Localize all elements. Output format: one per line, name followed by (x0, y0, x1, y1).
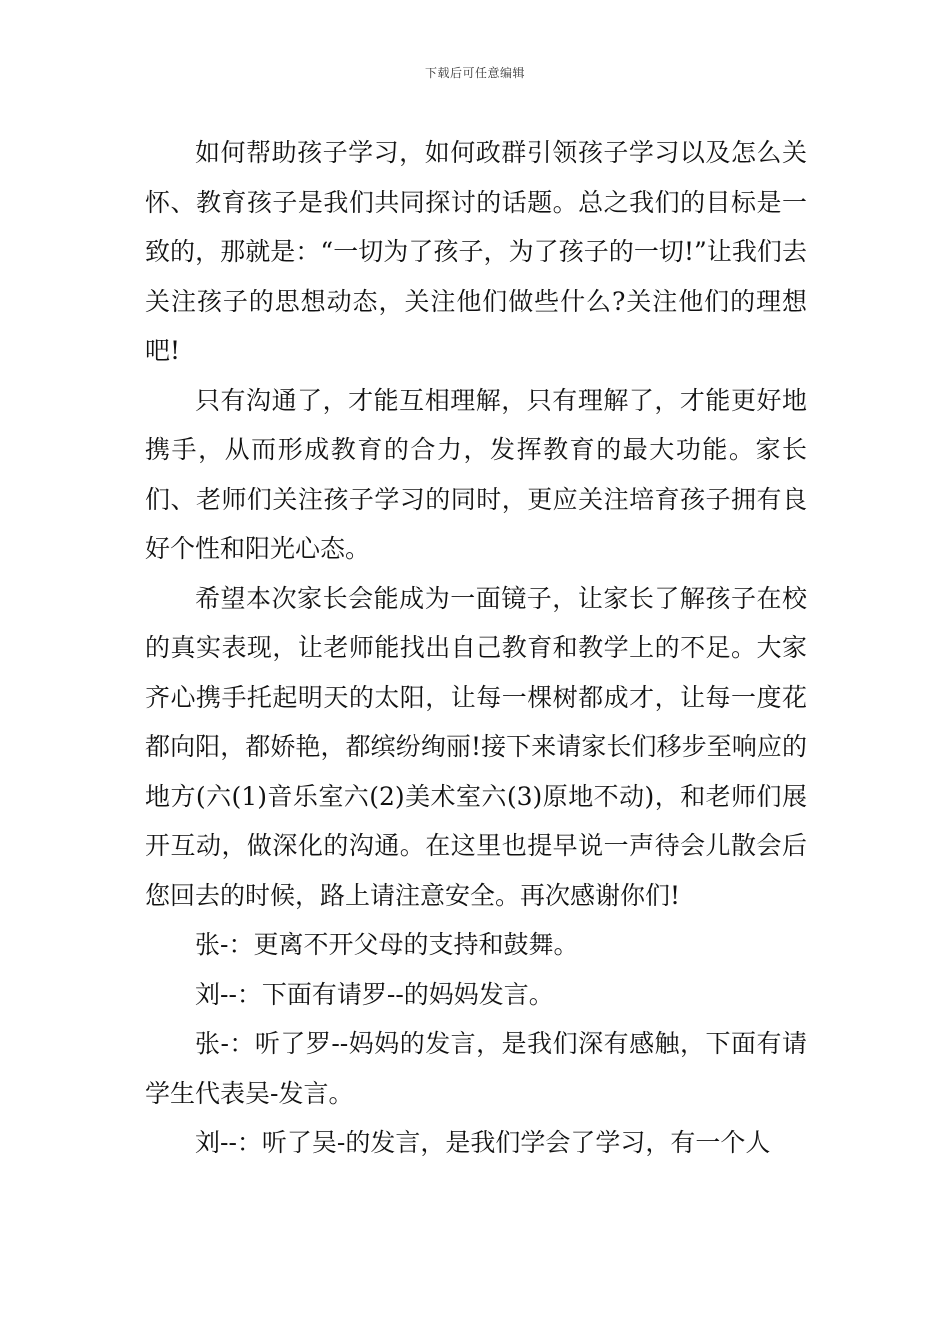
paragraph: 只有沟通了，才能互相理解，只有理解了，才能更好地携手，从而形成教育的合力，发挥教育的最大功能。家长们、老师们关注孩子学习的同时，更应关注培育孩子拥有良好个性和阳光心态。 (145, 385, 807, 563)
document-body (145, 128, 807, 1168)
dialogue-line: 张-：更离不开父母的支持和鼓舞。 (195, 930, 579, 959)
dialogue-line: 刘--：下面有请罗--的妈妈发言。 (195, 979, 554, 1009)
paragraph: 希望本次家长会能成为一面镜子，让家长了解孩子在校的真实表现，让老师能找出自己教育和教学上的不足。大家齐心携手托起明天的太阳，让每一棵树都成才，让每一度花都向阳，都娇艳，都缤纷绚丽!接下来请家长们移步至响应的地方(六(1)音乐室六(2)美术室六(3)原地不动)，和老师们展开互动，做深化的沟通。在这里也提早说一声待会儿散会后您回去的时候，路上请注意安全。再次感谢你们! (145, 583, 807, 910)
dialogue-line: 张-：听了罗--妈妈的发言，是我们深有感触，下面有请学生代表吴-发言。 (145, 1029, 807, 1108)
dialogue-line: 刘--：听了吴-的发言，是我们学会了学习，有一个人 (195, 1128, 771, 1157)
paragraph: 如何帮助孩子学习，如何政群引领孩子学习以及怎么关怀、教育孩子是我们共同探讨的话题。总之我们的目标是一致的，那就是：“一切为了孩子，为了孩子的一切!”让我们去关注孩子的思想动态，关注他们做些什么?关注他们的理想吧! (145, 138, 807, 365)
page-header: 下载后可任意编辑 (424, 66, 525, 80)
